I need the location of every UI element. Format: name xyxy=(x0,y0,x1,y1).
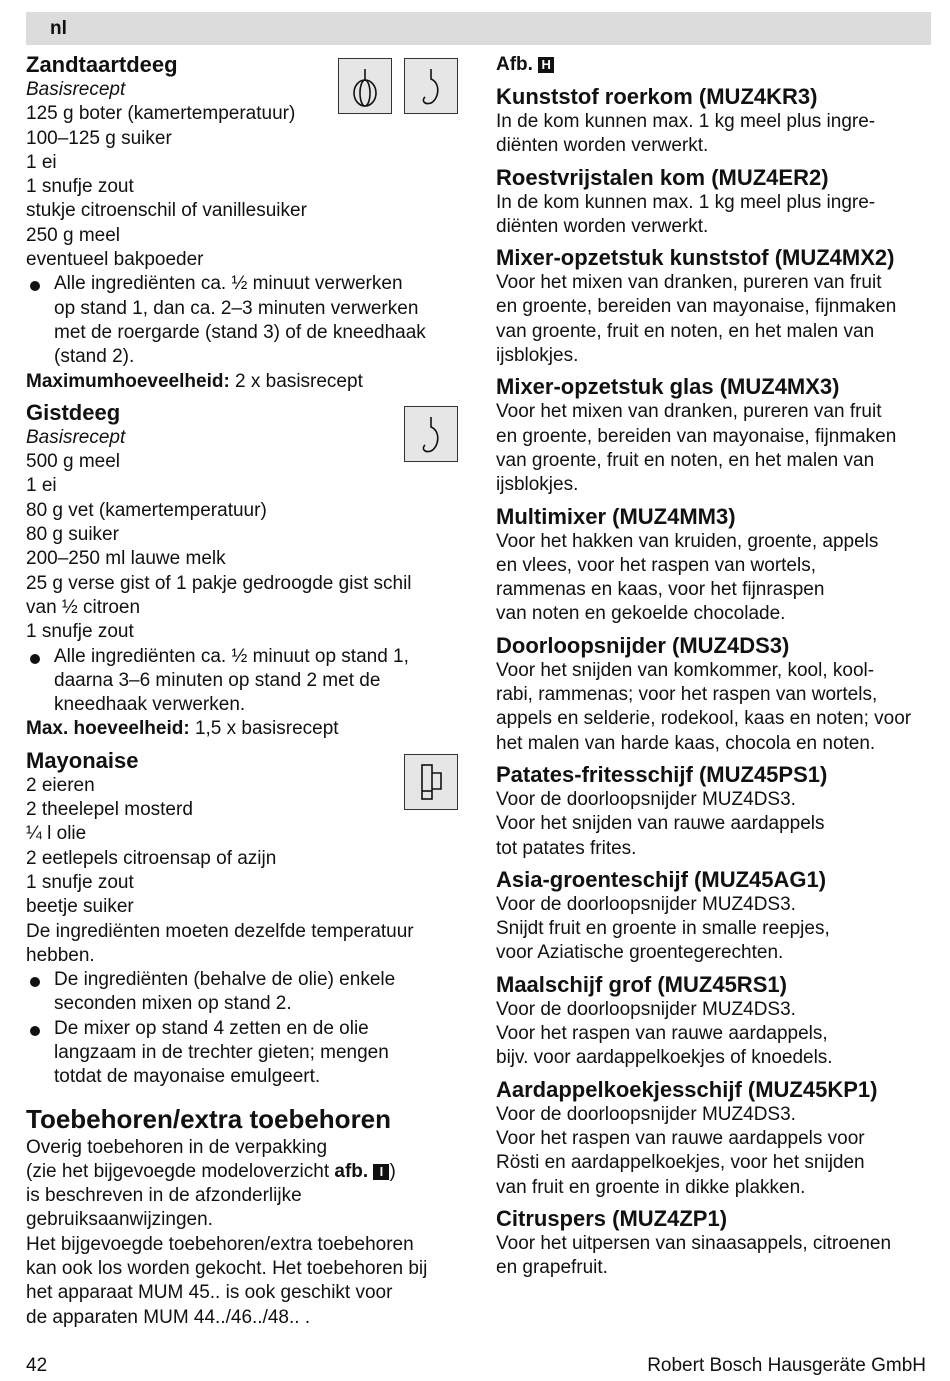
ingredient: 500 g meel xyxy=(26,451,121,473)
accessory-title: Doorloopsnijder (MUZ4DS3) xyxy=(496,632,790,658)
accessory-description-line: van fruit en groente in dikke plakken. xyxy=(496,1176,806,1198)
ingredient: 200–250 ml lauwe melk xyxy=(26,548,226,570)
accessory-description-line: en grapefruit. xyxy=(496,1257,608,1279)
accessory-title: Mixer-opzetstuk kunststof (MUZ4MX2) xyxy=(496,245,895,271)
accessory-description-line: Voor de doorloopsnijder MUZ4DS3. xyxy=(496,998,796,1020)
ingredient: 1 snufje zout xyxy=(26,621,134,643)
figure-letter-badge: I xyxy=(373,1164,389,1180)
dough-hook-icon xyxy=(404,58,458,114)
accessory-description-line: Rösti en aardappelkoekjes, voor het snijden xyxy=(496,1152,865,1174)
accessory-description-line: en groente, bereiden van mayonaise, fijnmaken xyxy=(496,425,897,447)
figure-reference xyxy=(496,52,936,78)
accessory-item xyxy=(496,165,936,240)
accessory-title: Kunststof roerkom (MUZ4KR3) xyxy=(496,84,818,109)
ingredient: van ½ citroen xyxy=(26,596,141,618)
ingredient-list xyxy=(26,450,466,644)
language-code: nl xyxy=(50,18,67,39)
step-line: op stand 1, dan ca. 2–3 minuten verwerken xyxy=(54,297,419,319)
step-line: totdat de mayonaise emulgeert. xyxy=(54,1066,321,1088)
accessory-item xyxy=(496,374,936,497)
accessory-description-line: en groente, bereiden van mayonaise, fijnmaken xyxy=(496,296,897,318)
accessory-description-line: voor Aziatische groentegerechten. xyxy=(496,942,784,964)
ingredient: 2 eieren xyxy=(26,774,95,796)
section-heading: Toebehoren/extra toebehoren xyxy=(26,1103,392,1134)
accessory-description-line: diënten worden verwerkt. xyxy=(496,215,709,237)
step-line: Alle ingrediënten ca. ½ minuut verwerken xyxy=(54,273,403,295)
accessory-description-line: Snijdt fruit en groente in smalle reepjes, xyxy=(496,918,830,940)
accessory-description-line: Voor de doorloopsnijder MUZ4DS3. xyxy=(496,788,796,810)
max-quantity xyxy=(26,717,466,741)
right-column xyxy=(496,52,936,1280)
accessory-title: Citruspers (MUZ4ZP1) xyxy=(496,1205,728,1231)
ingredient: beetje suiker xyxy=(26,896,134,918)
accessory-description-line: Voor het uitpersen van sinaasappels, citroenen xyxy=(496,1232,892,1254)
instruction-step xyxy=(26,645,466,718)
step-line: daarna 3–6 minuten op stand 2 met de xyxy=(54,669,381,691)
accessory-description-line: Voor het raspen van rauwe aardappels voor xyxy=(496,1127,865,1149)
max-label: Max. hoeveelheid: xyxy=(26,718,190,740)
accessory-description-line: en vlees, voor het raspen van wortels, xyxy=(496,554,817,576)
accessory-description-line: appels en selderie, rodekool, kaas en noten; voor xyxy=(496,708,912,730)
accessory-item xyxy=(496,867,936,966)
accessory-item xyxy=(496,762,936,861)
accessory-description-line: Voor het snijden van komkommer, kool, kool- xyxy=(496,659,875,681)
figure-label: Afb. xyxy=(496,54,533,75)
ingredient-list xyxy=(26,102,466,272)
bullet-icon xyxy=(30,654,40,664)
accessory-description-line: rammenas en kaas, voor het fijnraspen xyxy=(496,579,825,601)
accessory-item xyxy=(496,245,936,368)
accessory-title: Aardappelkoekjesschijf (MUZ45KP1) xyxy=(496,1076,878,1102)
ingredient: 80 g vet (kamertemperatuur) xyxy=(26,499,267,521)
accessory-description-line: Voor het mixen van dranken, pureren van fruit xyxy=(496,401,882,423)
accessory-item xyxy=(496,1077,936,1200)
accessory-description-line: ijsblokjes. xyxy=(496,474,579,496)
ingredient: 100–125 g suiker xyxy=(26,127,172,149)
accessory-title: Maalschijf grof (MUZ45RS1) xyxy=(496,971,787,997)
step-line: kneedhaak verwerken. xyxy=(54,694,246,716)
language-header xyxy=(26,12,931,45)
recipe-subtitle: Basisrecept xyxy=(26,79,126,100)
recipe-subtitle: Basisrecept xyxy=(26,426,126,448)
recipe-title: Mayonaise xyxy=(26,747,139,773)
recipe-title: Gistdeeg xyxy=(26,399,121,425)
step-line: seconden mixen op stand 2. xyxy=(54,993,292,1015)
accessory-description-line: het malen van harde kaas, chocola en noten. xyxy=(496,732,876,754)
accessory-description-line: van noten en gekoelde chocolade. xyxy=(496,603,786,625)
note-line: De ingrediënten moeten dezelfde temperatuur xyxy=(26,920,414,942)
step-line: De mixer op stand 4 zetten en de olie xyxy=(54,1017,369,1039)
step-line: met de roergarde (stand 3) of de kneedhaak xyxy=(54,321,426,343)
text-span: (zie het bijgevoegde modeloverzicht xyxy=(26,1160,335,1182)
step-line: Alle ingrediënten ca. ½ minuut op stand 1, xyxy=(54,645,409,667)
accessory-description-line: Voor de doorloopsnijder MUZ4DS3. xyxy=(496,893,796,915)
max-value: 1,5 x basisrecept xyxy=(189,718,339,740)
accessory-item xyxy=(496,633,936,756)
ingredient: 1 ei xyxy=(26,151,57,173)
instruction-step xyxy=(26,272,466,369)
page-number: 42 xyxy=(26,1355,48,1376)
ingredient: 1 snufje zout xyxy=(26,176,134,198)
accessory-description-line: ijsblokjes. xyxy=(496,345,579,367)
ingredient-list xyxy=(26,774,466,920)
accessory-description-line: Voor de doorloopsnijder MUZ4DS3. xyxy=(496,1103,796,1125)
accessory-description-line: van groente, fruit en noten, en het malen van xyxy=(496,449,875,471)
recipe-gistdeeg xyxy=(26,400,466,742)
recipe-mayonaise xyxy=(26,748,466,1090)
recipe-title: Zandtaartdeeg xyxy=(26,52,178,77)
accessory-description-line: In de kom kunnen max. 1 kg meel plus ingre- xyxy=(496,111,876,132)
ingredient: stukje citroenschil of vanillesuiker xyxy=(26,200,307,222)
instruction-step xyxy=(26,1017,466,1090)
paragraph-line: Overig toebehoren in de verpakking xyxy=(26,1136,328,1158)
accessory-description-line: In de kom kunnen max. 1 kg meel plus ingre- xyxy=(496,191,876,213)
accessory-description-line: van groente, fruit en noten, en het malen van xyxy=(496,320,875,342)
accessory-description-line: Voor het hakken van kruiden, groente, appels xyxy=(496,530,879,552)
accessories-section xyxy=(26,1104,466,1330)
accessory-description-line: bijv. voor aardappelkoekjes of knoedels. xyxy=(496,1047,833,1069)
text-span: ) xyxy=(389,1160,396,1182)
ingredient: 250 g meel xyxy=(26,224,121,246)
ingredient: 2 theelepel mosterd xyxy=(26,799,193,821)
figure-letter-badge: H xyxy=(538,57,554,73)
ingredient: ¼ l olie xyxy=(26,823,87,845)
paragraph-line: Het bijgevoegde toebehoren/extra toebehoren xyxy=(26,1233,414,1255)
accessory-description-line: rabi, rammenas; voor het raspen van wortels, xyxy=(496,684,878,706)
accessory-title: Mixer-opzetstuk glas (MUZ4MX3) xyxy=(496,374,840,400)
bullet-icon xyxy=(30,1026,40,1036)
accessory-description-line: diënten worden verwerkt. xyxy=(496,135,709,157)
whisk-icon xyxy=(338,58,392,114)
company-name: Robert Bosch Hausgeräte GmbH xyxy=(647,1355,926,1376)
paragraph-line: de apparaten MUM 44../46../48.. . xyxy=(26,1306,311,1328)
accessory-item xyxy=(496,972,936,1071)
accessory-title: Multimixer (MUZ4MM3) xyxy=(496,503,736,529)
paragraph-line: kan ook los worden gekocht. Het toebehoren bij xyxy=(26,1258,428,1280)
ingredient: 80 g suiker xyxy=(26,524,119,546)
accessory-description-line: Voor het raspen van rauwe aardappels, xyxy=(496,1023,828,1045)
step-line: (stand 2). xyxy=(54,346,135,368)
note-line: hebben. xyxy=(26,944,95,966)
paragraph-line: is beschreven in de afzonderlijke xyxy=(26,1185,302,1207)
paragraph-line xyxy=(26,1160,466,1184)
accessory-title: Roestvrijstalen kom (MUZ4ER2) xyxy=(496,164,829,190)
bullet-icon xyxy=(30,977,40,987)
accessory-item xyxy=(496,1206,936,1281)
accessory-description-line: Voor het snijden van rauwe aardappels xyxy=(496,813,825,835)
ingredient: eventueel bakpoeder xyxy=(26,249,204,271)
instruction-step xyxy=(26,968,466,1017)
paragraph-line: gebruiksaanwijzingen. xyxy=(26,1209,213,1231)
max-quantity xyxy=(26,370,466,394)
left-column xyxy=(26,52,466,1330)
accessory-title: Patates-fritesschijf (MUZ45PS1) xyxy=(496,761,828,787)
max-label: Maximumhoeveelheid: xyxy=(26,370,230,392)
accessory-description-line: Voor het mixen van dranken, pureren van fruit xyxy=(496,272,882,294)
blender-icon xyxy=(404,754,458,810)
accessory-item xyxy=(496,504,936,627)
dough-hook-icon xyxy=(404,406,458,462)
accessory-title: Asia-groenteschijf (MUZ45AG1) xyxy=(496,866,827,892)
ingredient: 2 eetlepels citroensap of azijn xyxy=(26,847,277,869)
recipe-zandtaartdeeg xyxy=(26,52,466,394)
figure-ref: afb. xyxy=(334,1160,369,1182)
accessory-list xyxy=(496,84,936,1280)
ingredient: 1 snufje zout xyxy=(26,871,134,893)
accessory-description-line: tot patates frites. xyxy=(496,837,637,859)
ingredient: 1 ei xyxy=(26,475,57,497)
step-line: De ingrediënten (behalve de olie) enkele xyxy=(54,969,396,991)
ingredient: 125 g boter (kamertemperatuur) xyxy=(26,103,296,125)
temperature-note xyxy=(26,920,466,969)
bullet-icon xyxy=(30,281,40,291)
step-line: langzaam in de trechter gieten; mengen xyxy=(54,1041,389,1063)
max-value: 2 x basisrecept xyxy=(229,370,363,392)
accessory-item xyxy=(496,84,936,159)
ingredient: 25 g verse gist of 1 pakje gedroogde gist schil xyxy=(26,572,412,594)
paragraph-line: het apparaat MUM 45.. is ook geschikt voor xyxy=(26,1282,393,1304)
